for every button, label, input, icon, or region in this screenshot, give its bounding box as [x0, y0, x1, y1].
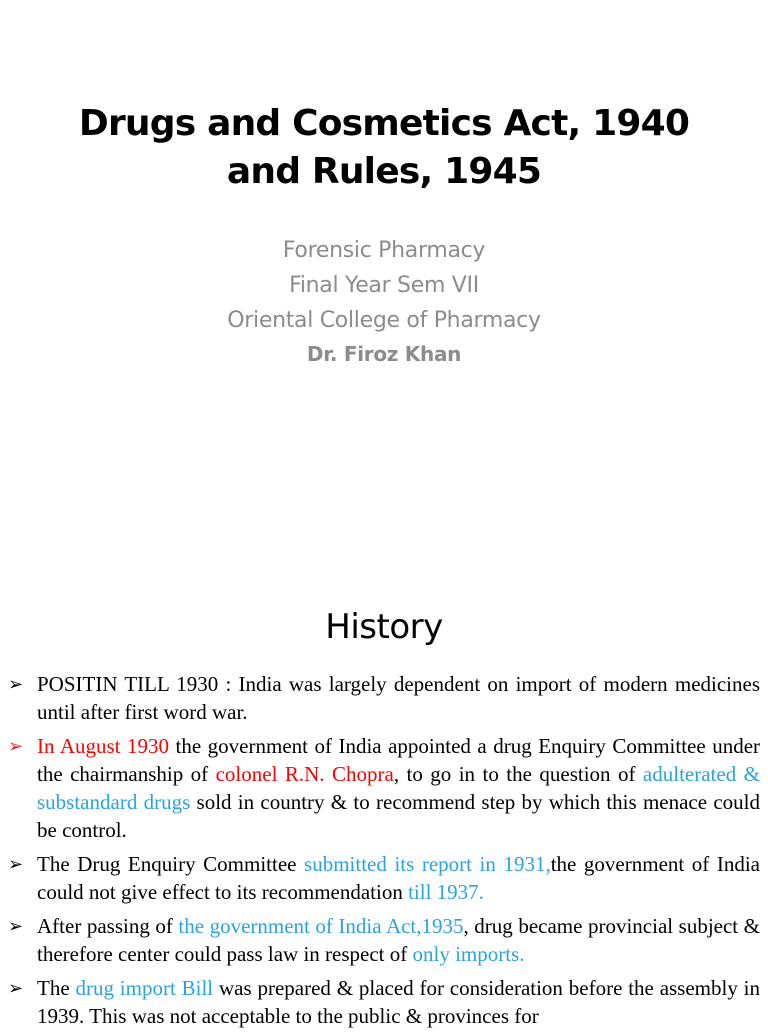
bullet-item — [8, 974, 760, 1030]
bullet-text: sold in country & to recommend step by which this menace could be control. — [37, 790, 760, 842]
highlight-text-blue: only imports. — [412, 942, 525, 966]
author-name: Dr. Firoz Khan — [306, 342, 462, 366]
arrow-bullet-icon: ➢ — [8, 736, 24, 756]
title-line-1: Drugs and Cosmetics Act, 1940 — [78, 103, 690, 144]
bullet-item — [8, 670, 760, 726]
page-title — [0, 100, 768, 196]
highlight-text-blue: adulterated & substandard drugs — [37, 762, 760, 814]
highlight-text-blue: drug import Bill — [75, 976, 214, 1000]
bullet-text: the government of India could not give effect to its recommendation — [37, 852, 760, 904]
highlight-text-blue: the government of India Act,1935 — [178, 914, 464, 938]
subtitle-block — [0, 233, 768, 370]
bullet-item — [8, 912, 760, 968]
bullet-list — [8, 670, 760, 1036]
subtitle-college: Oriental College of Pharmacy — [227, 308, 541, 333]
highlight-text-blue: submitted its report in 1931, — [304, 852, 551, 876]
bullet-text: , drug became provincial subject & therefore center could pass law in respect of — [37, 914, 760, 966]
bullet-text: , to go in to the question of — [393, 762, 643, 786]
bullet-text: The — [37, 976, 76, 1000]
bullet-text: was prepared & placed for consideration before the assembly in 1939. This was not acceptable to the public & provinces for — [37, 976, 761, 1028]
highlight-text-red: In August 1930 — [37, 734, 170, 758]
bullet-item — [8, 850, 760, 906]
bullet-item — [8, 732, 760, 844]
history-slide — [0, 576, 768, 1028]
bullet-text: After passing of — [37, 914, 179, 938]
arrow-bullet-icon: ➢ — [8, 916, 24, 936]
arrow-bullet-icon: ➢ — [8, 854, 24, 874]
highlight-text-blue: till 1937. — [408, 880, 484, 904]
bullet-text: The Drug Enquiry Committee — [37, 852, 305, 876]
section-heading: History — [325, 607, 443, 647]
arrow-bullet-icon: ➢ — [8, 978, 24, 998]
bullet-text: POSITIN TILL 1930 : India was largely dependent on import of modern medicines until after first word war. — [37, 672, 760, 724]
subtitle-year: Final Year Sem VII — [289, 273, 479, 298]
arrow-bullet-icon: ➢ — [8, 674, 24, 694]
bullet-text: the government of India appointed a drug Enquiry Committee under the chairmanship of — [37, 734, 761, 786]
subtitle-course: Forensic Pharmacy — [282, 238, 486, 263]
title-line-2: and Rules, 1945 — [226, 151, 542, 192]
highlight-text-red: colonel R.N. Chopra — [215, 762, 394, 786]
